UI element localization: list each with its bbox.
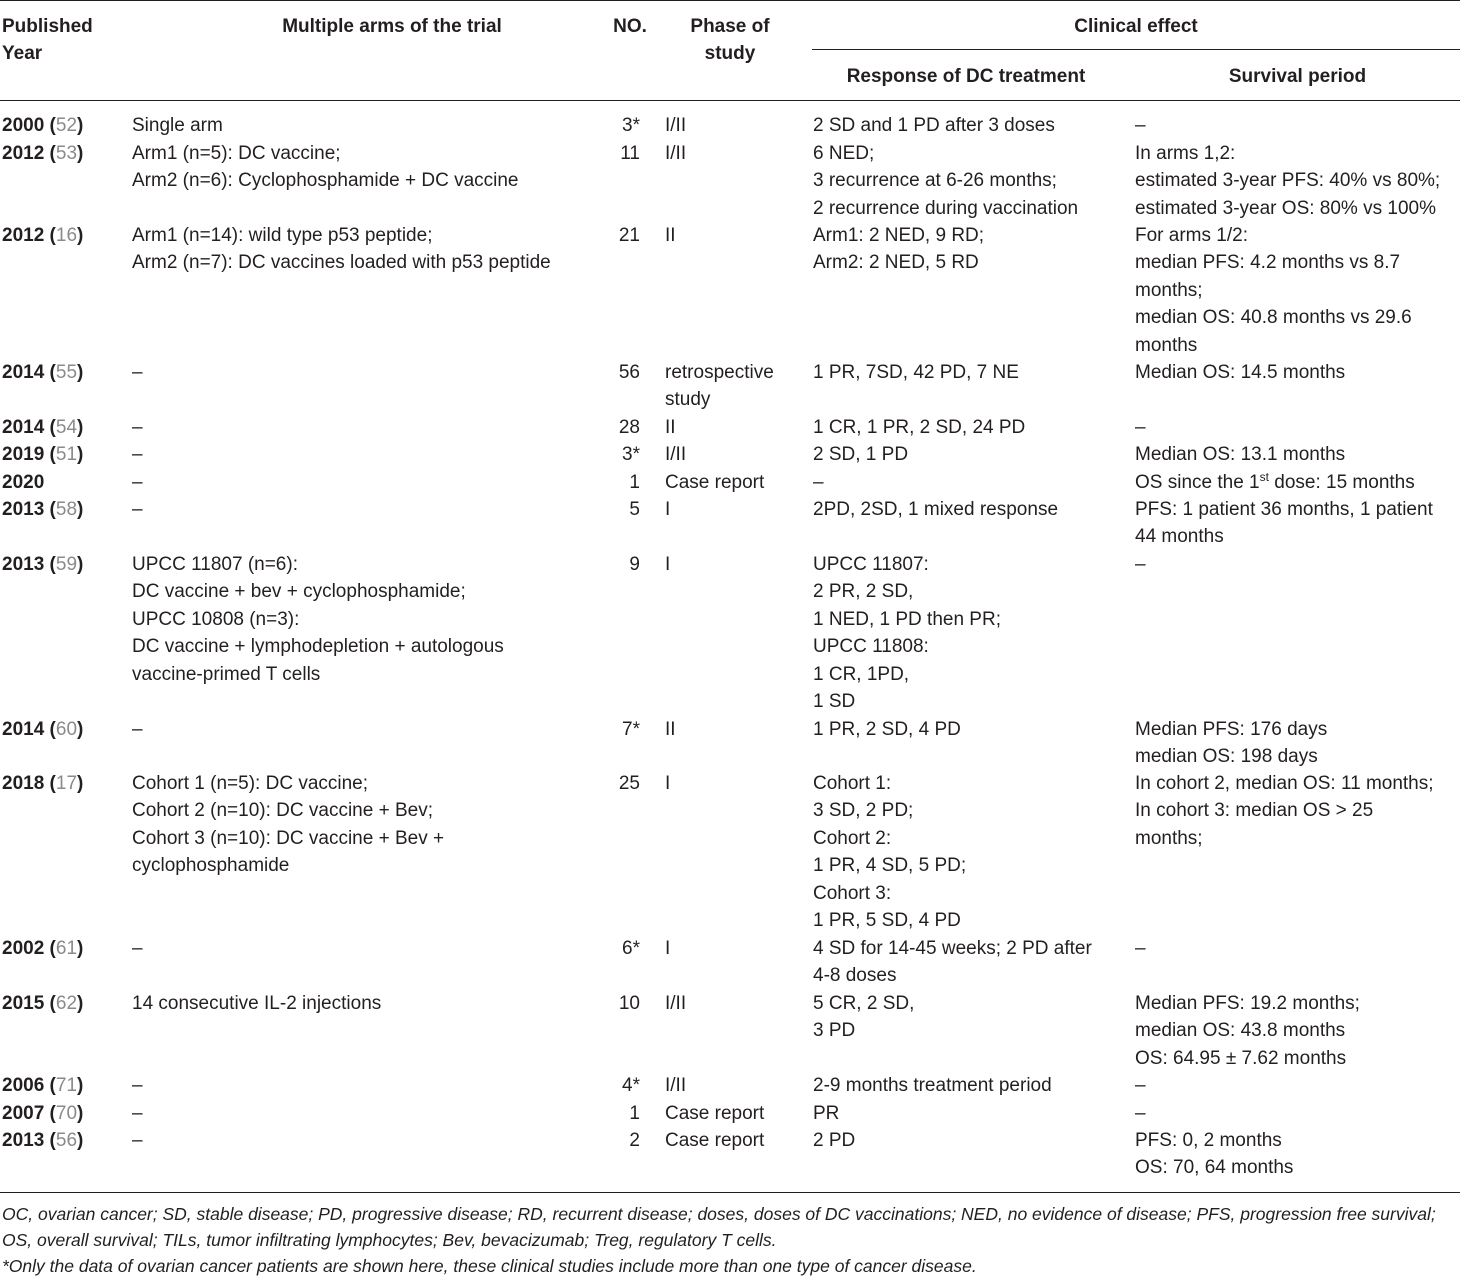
cell-arms-line: vaccine-primed T cells bbox=[132, 663, 321, 685]
cell-phase-line: study bbox=[665, 389, 711, 411]
header-no: NO. bbox=[613, 16, 647, 37]
year-value: 2018 bbox=[2, 773, 45, 794]
cell-survival-line: For arms 1/2: bbox=[1135, 225, 1248, 246]
footnotes bbox=[2, 1201, 1458, 1279]
cell-phase-line: I bbox=[665, 554, 671, 575]
cell-arms-line: – bbox=[132, 1130, 143, 1151]
year-value: 2020 bbox=[2, 472, 45, 493]
cell-response-line: 2 SD and 1 PD after 3 doses bbox=[813, 115, 1055, 136]
reference-link[interactable]: 71 bbox=[55, 1075, 78, 1096]
cell-phase bbox=[665, 1127, 805, 1154]
reference-link[interactable]: 61 bbox=[55, 938, 78, 959]
cell-year: 2002 (61) bbox=[2, 938, 84, 959]
cell-survival bbox=[1135, 469, 1460, 496]
cell-survival bbox=[1135, 359, 1460, 386]
cell-phase-line: II bbox=[665, 225, 676, 246]
year-value: 2013 bbox=[2, 554, 45, 575]
cell-arms bbox=[132, 469, 602, 496]
cell-year: 2012 (53) bbox=[2, 143, 84, 164]
cell-phase-line: II bbox=[665, 719, 676, 740]
cell-arms-line: – bbox=[132, 938, 143, 959]
cell-phase bbox=[665, 935, 805, 962]
cell-response-line: Cohort 3: bbox=[813, 882, 892, 904]
reference-link[interactable]: 16 bbox=[55, 225, 78, 246]
cell-response-line: 2 recurrence during vaccination bbox=[813, 197, 1079, 219]
header-phase bbox=[660, 13, 800, 67]
cell-year: 2014 (60) bbox=[2, 719, 84, 740]
cell-arms-line: Single arm bbox=[132, 115, 223, 136]
cell-response-line: 1 PR, 2 SD, 4 PD bbox=[813, 719, 961, 740]
cell-survival bbox=[1135, 414, 1460, 441]
cell-arms-line: UPCC 10808 (n=3): bbox=[132, 608, 300, 630]
cell-response bbox=[813, 1127, 1123, 1154]
cell-arms bbox=[132, 716, 602, 743]
header-response: Response of DC treatment bbox=[846, 66, 1086, 87]
cell-no: 21 bbox=[618, 225, 640, 246]
cell-survival bbox=[1135, 1100, 1460, 1127]
cell-arms-line: – bbox=[132, 1075, 143, 1096]
cell-year: 2000 (52) bbox=[2, 115, 84, 136]
header-published-year-line-1: Published bbox=[2, 16, 93, 37]
cell-year: 2007 (70) bbox=[2, 1103, 84, 1124]
cell-response-line: 1 CR, 1 PR, 2 SD, 24 PD bbox=[813, 417, 1026, 438]
cell-survival-line: Median PFS: 19.2 months; bbox=[1135, 993, 1360, 1014]
year-value: 2015 bbox=[2, 993, 45, 1014]
cell-arms-line: – bbox=[132, 1103, 143, 1124]
cell-arms bbox=[132, 1100, 602, 1127]
cell-survival-line: PFS: 1 patient 36 months, 1 patient bbox=[1135, 499, 1433, 520]
cell-arms-line: DC vaccine + bev + cyclophosphamide; bbox=[132, 581, 466, 603]
cell-arms-line: cyclophosphamide bbox=[132, 855, 290, 877]
reference-link[interactable]: 17 bbox=[55, 773, 78, 794]
header-arms: Multiple arms of the trial bbox=[282, 16, 502, 37]
cell-survival bbox=[1135, 140, 1460, 222]
cell-survival-line: – bbox=[1135, 554, 1146, 575]
clinical-effect-rule bbox=[812, 49, 1460, 50]
cell-survival-line: estimated 3-year PFS: 40% vs 80%; bbox=[1135, 170, 1441, 192]
cell-response-line: 2 PD bbox=[813, 1130, 856, 1151]
cell-year: 2014 (55) bbox=[2, 362, 84, 383]
cell-arms bbox=[132, 140, 602, 195]
cell-arms-line: Cohort 2 (n=10): DC vaccine + Bev; bbox=[132, 800, 433, 822]
cell-response bbox=[813, 112, 1123, 139]
cell-arms bbox=[132, 414, 602, 441]
header-phase-line-1: Phase of bbox=[690, 16, 770, 37]
cell-response-line: 3 recurrence at 6-26 months; bbox=[813, 170, 1057, 192]
cell-response bbox=[813, 414, 1123, 441]
cell-no: 1 bbox=[629, 472, 640, 493]
cell-phase-line: I/II bbox=[665, 444, 687, 465]
cell-response-line: 3 SD, 2 PD; bbox=[813, 800, 914, 822]
cell-survival bbox=[1135, 441, 1460, 468]
cell-response-line: 2 PR, 2 SD, bbox=[813, 581, 914, 603]
cell-survival bbox=[1135, 716, 1460, 771]
cell-survival bbox=[1135, 935, 1460, 962]
cell-no: 5 bbox=[629, 499, 640, 520]
cell-year bbox=[2, 469, 126, 496]
header-published-year bbox=[2, 13, 122, 67]
cell-response-line: UPCC 11808: bbox=[813, 636, 929, 658]
cell-phase-line: I/II bbox=[665, 143, 687, 164]
year-value: 2012 bbox=[2, 225, 45, 246]
cell-response bbox=[813, 1100, 1123, 1127]
reference-link[interactable]: 59 bbox=[55, 554, 78, 575]
cell-survival-line: months bbox=[1135, 334, 1198, 356]
reference-link[interactable]: 62 bbox=[55, 993, 78, 1014]
cell-survival-line: estimated 3-year OS: 80% vs 100% bbox=[1135, 197, 1436, 219]
cell-survival bbox=[1135, 112, 1460, 139]
cell-phase-line: Case report bbox=[665, 1103, 765, 1124]
cell-survival bbox=[1135, 990, 1460, 1072]
cell-response-line: 2 SD, 1 PD bbox=[813, 444, 909, 465]
cell-survival bbox=[1135, 551, 1460, 578]
cell-arms-line: – bbox=[132, 444, 143, 465]
cell-phase-line: I bbox=[665, 499, 671, 520]
cell-survival-line: – bbox=[1135, 417, 1146, 438]
cell-phase bbox=[665, 496, 805, 523]
cell-arms-line: – bbox=[132, 719, 143, 740]
reference-link[interactable]: 54 bbox=[55, 417, 78, 438]
cell-no: 3* bbox=[622, 115, 640, 136]
cell-response-line: 1 SD bbox=[813, 691, 856, 713]
cell-response-line: Arm2: 2 NED, 5 RD bbox=[813, 252, 979, 274]
cell-response bbox=[813, 716, 1123, 743]
reference-link[interactable]: 56 bbox=[55, 1130, 78, 1151]
table-bottom-rule bbox=[0, 1192, 1460, 1193]
cell-survival-line: Median PFS: 176 days bbox=[1135, 719, 1328, 740]
cell-arms bbox=[132, 1127, 602, 1154]
year-value: 2013 bbox=[2, 499, 45, 520]
cell-arms-line: Cohort 1 (n=5): DC vaccine; bbox=[132, 773, 369, 794]
year-value: 2014 bbox=[2, 417, 45, 438]
cell-survival-line: – bbox=[1135, 115, 1146, 136]
cell-arms bbox=[132, 222, 602, 277]
cell-phase-line: I/II bbox=[665, 1075, 687, 1096]
cell-response-line: 1 CR, 1PD, bbox=[813, 663, 910, 685]
cell-phase bbox=[665, 770, 805, 797]
year-value: 2007 bbox=[2, 1103, 45, 1124]
cell-response-line: Cohort 2: bbox=[813, 827, 892, 849]
cell-no: 4* bbox=[622, 1075, 640, 1096]
cell-survival-line: months; bbox=[1135, 279, 1203, 301]
cell-survival-line: – bbox=[1135, 1103, 1146, 1124]
cell-survival-line: median OS: 198 days bbox=[1135, 746, 1318, 768]
cell-response-line: 1 PR, 4 SD, 5 PD; bbox=[813, 855, 967, 877]
cell-survival-line: OS since the 1st dose: 15 months bbox=[1135, 470, 1415, 493]
cell-survival bbox=[1135, 1072, 1460, 1099]
cell-phase-line: Case report bbox=[665, 472, 765, 493]
cell-survival-line: In cohort 3: median OS > 25 bbox=[1135, 800, 1374, 822]
cell-year: 2018 (17) bbox=[2, 773, 84, 794]
reference-link[interactable]: 52 bbox=[55, 115, 78, 136]
cell-no: 1 bbox=[629, 1103, 640, 1124]
cell-survival-line: OS: 64.95 ± 7.62 months bbox=[1135, 1047, 1347, 1069]
cell-phase-line: I/II bbox=[665, 115, 687, 136]
cell-arms-line: – bbox=[132, 472, 143, 493]
cell-survival-line: Median OS: 14.5 months bbox=[1135, 362, 1346, 383]
cell-arms bbox=[132, 359, 602, 386]
cell-arms bbox=[132, 935, 602, 962]
cell-phase-line: I bbox=[665, 773, 671, 794]
cell-arms bbox=[132, 112, 602, 139]
cell-year: 2015 (62) bbox=[2, 993, 84, 1014]
cell-year: 2013 (58) bbox=[2, 499, 84, 520]
cell-year: 2019 (51) bbox=[2, 444, 84, 465]
top-rule bbox=[0, 0, 1460, 1]
footnote-ovarian-only: *Only the data of ovarian cancer patients are shown here, these clinical studies include more than one type of cancer disease. bbox=[2, 1256, 977, 1276]
cell-response bbox=[813, 1072, 1123, 1099]
cell-phase-line: retrospective bbox=[665, 362, 774, 383]
cell-survival bbox=[1135, 1127, 1460, 1182]
cell-phase bbox=[665, 441, 805, 468]
cell-arms-line: Arm2 (n=6): Cyclophosphamide + DC vaccine bbox=[132, 170, 519, 192]
cell-phase bbox=[665, 112, 805, 139]
cell-survival-line: median OS: 40.8 months vs 29.6 bbox=[1135, 307, 1412, 329]
year-value: 2012 bbox=[2, 143, 45, 164]
reference-link[interactable]: 51 bbox=[55, 444, 78, 465]
cell-response bbox=[813, 496, 1123, 523]
cell-response bbox=[813, 990, 1123, 1045]
footnote-abbreviations-2: OS, overall survival; TILs, tumor infiltrating lymphocytes; Bev, bevacizumab; Treg, regulatory T cells. bbox=[2, 1230, 777, 1250]
cell-arms bbox=[132, 770, 602, 880]
cell-no: 7* bbox=[622, 719, 640, 740]
cell-response bbox=[813, 359, 1123, 386]
reference-link[interactable]: 55 bbox=[55, 362, 78, 383]
cell-arms-line: – bbox=[132, 499, 143, 520]
cell-phase bbox=[665, 414, 805, 441]
cell-arms bbox=[132, 496, 602, 523]
cell-survival-line: 44 months bbox=[1135, 526, 1224, 548]
cell-phase bbox=[665, 990, 805, 1017]
cell-response-line: 2-9 months treatment period bbox=[813, 1075, 1052, 1096]
cell-arms-line: Arm1 (n=5): DC vaccine; bbox=[132, 143, 341, 164]
header-bottom-rule bbox=[0, 100, 1460, 101]
cell-year: 2014 (54) bbox=[2, 417, 84, 438]
cell-response-line: 5 CR, 2 SD, bbox=[813, 993, 915, 1014]
cell-phase-line: Case report bbox=[665, 1130, 765, 1151]
cell-arms-line: 14 consecutive IL-2 injections bbox=[132, 993, 382, 1014]
cell-no: 11 bbox=[620, 143, 640, 164]
cell-year: 2006 (71) bbox=[2, 1075, 84, 1096]
cell-phase bbox=[665, 1072, 805, 1099]
cell-arms-line: DC vaccine + lymphodepletion + autologous bbox=[132, 636, 504, 658]
cell-survival-line: – bbox=[1135, 1075, 1146, 1096]
cell-survival-line: median PFS: 4.2 months vs 8.7 bbox=[1135, 252, 1401, 274]
cell-phase bbox=[665, 716, 805, 743]
cell-survival-line: Median OS: 13.1 months bbox=[1135, 444, 1346, 465]
cell-phase bbox=[665, 140, 805, 167]
cell-survival-line: In cohort 2, median OS: 11 months; bbox=[1135, 773, 1434, 794]
cell-arms bbox=[132, 441, 602, 468]
year-value: 2014 bbox=[2, 719, 45, 740]
year-value: 2013 bbox=[2, 1130, 45, 1151]
header-phase-line-2: study bbox=[704, 43, 756, 64]
cell-no: 28 bbox=[618, 417, 640, 438]
cell-survival bbox=[1135, 770, 1460, 852]
year-value: 2002 bbox=[2, 938, 45, 959]
reference-link[interactable]: 53 bbox=[55, 143, 78, 164]
cell-response-line: UPCC 11807: bbox=[813, 554, 929, 575]
cell-arms bbox=[132, 551, 602, 688]
cell-response-line: 1 PR, 7SD, 42 PD, 7 NE bbox=[813, 362, 1019, 383]
cell-response-line: 4-8 doses bbox=[813, 965, 897, 987]
cell-arms-line: Arm2 (n=7): DC vaccines loaded with p53 peptide bbox=[132, 252, 551, 274]
cell-arms bbox=[132, 1072, 602, 1099]
cell-year: 2012 (16) bbox=[2, 225, 84, 246]
cell-response bbox=[813, 469, 1123, 496]
reference-link[interactable]: 70 bbox=[55, 1103, 78, 1124]
cell-no: 25 bbox=[618, 773, 640, 794]
cell-arms-line: Cohort 3 (n=10): DC vaccine + Bev + bbox=[132, 827, 445, 849]
cell-survival-line: – bbox=[1135, 938, 1146, 959]
cell-response bbox=[813, 222, 1123, 277]
year-value: 2019 bbox=[2, 444, 45, 465]
cell-phase bbox=[665, 359, 805, 414]
cell-response-line: – bbox=[813, 472, 824, 493]
cell-response-line: 1 PR, 5 SD, 4 PD bbox=[813, 910, 961, 932]
cell-response bbox=[813, 441, 1123, 468]
year-value: 2006 bbox=[2, 1075, 45, 1096]
cell-survival-line: months; bbox=[1135, 827, 1203, 849]
cell-response-line: Arm1: 2 NED, 9 RD; bbox=[813, 225, 985, 246]
cell-year: 2013 (59) bbox=[2, 554, 84, 575]
cell-arms bbox=[132, 990, 602, 1017]
cell-survival-line: PFS: 0, 2 months bbox=[1135, 1130, 1282, 1151]
cell-arms-line: – bbox=[132, 362, 143, 383]
cell-year: 2013 (56) bbox=[2, 1130, 84, 1151]
cell-phase-line: II bbox=[665, 417, 676, 438]
cell-survival-line: median OS: 43.8 months bbox=[1135, 1020, 1346, 1042]
cell-phase bbox=[665, 1100, 805, 1127]
header-survival: Survival period bbox=[1228, 66, 1367, 87]
cell-response bbox=[813, 140, 1123, 222]
footnote-abbreviations-1: OC, ovarian cancer; SD, stable disease; PD, progressive disease; RD, recurrent disease; doses, doses of DC vaccinations; NED, no evidence of disease; PFS, progression free survival; bbox=[2, 1204, 1436, 1224]
cell-survival bbox=[1135, 496, 1460, 551]
cell-phase bbox=[665, 469, 805, 496]
cell-phase bbox=[665, 551, 805, 578]
cell-no: 3* bbox=[622, 444, 640, 465]
cell-response-line: PR bbox=[813, 1103, 840, 1124]
cell-response-line: 6 NED; bbox=[813, 143, 875, 164]
cell-phase-line: I/II bbox=[665, 993, 687, 1014]
cell-arms-line: UPCC 11807 (n=6): bbox=[132, 554, 298, 575]
cell-phase bbox=[665, 222, 805, 249]
cell-no: 10 bbox=[618, 993, 640, 1014]
cell-response bbox=[813, 935, 1123, 990]
reference-link[interactable]: 58 bbox=[55, 499, 78, 520]
cell-response-line: 3 PD bbox=[813, 1020, 856, 1042]
cell-phase-line: I bbox=[665, 938, 671, 959]
cell-survival-line: In arms 1,2: bbox=[1135, 143, 1236, 164]
year-value: 2000 bbox=[2, 115, 45, 136]
cell-response-line: 4 SD for 14-45 weeks; 2 PD after bbox=[813, 938, 1092, 959]
year-value: 2014 bbox=[2, 362, 45, 383]
cell-survival-line: OS: 70, 64 months bbox=[1135, 1157, 1294, 1179]
cell-survival bbox=[1135, 222, 1460, 359]
cell-response-line: 2PD, 2SD, 1 mixed response bbox=[813, 499, 1059, 520]
cell-no: 9 bbox=[629, 554, 640, 575]
cell-arms-line: Arm1 (n=14): wild type p53 peptide; bbox=[132, 225, 433, 246]
cell-arms-line: – bbox=[132, 417, 143, 438]
cell-response-line: 1 NED, 1 PD then PR; bbox=[813, 608, 1001, 630]
cell-no: 2 bbox=[629, 1130, 640, 1151]
cell-response bbox=[813, 770, 1123, 934]
header-clinical-effect: Clinical effect bbox=[1074, 16, 1198, 37]
header-published-year-line-2: Year bbox=[2, 43, 43, 64]
cell-no: 56 bbox=[618, 362, 640, 383]
cell-response bbox=[813, 551, 1123, 715]
cell-response-line: Cohort 1: bbox=[813, 773, 892, 794]
cell-no: 6* bbox=[622, 938, 640, 959]
reference-link[interactable]: 60 bbox=[55, 719, 78, 740]
